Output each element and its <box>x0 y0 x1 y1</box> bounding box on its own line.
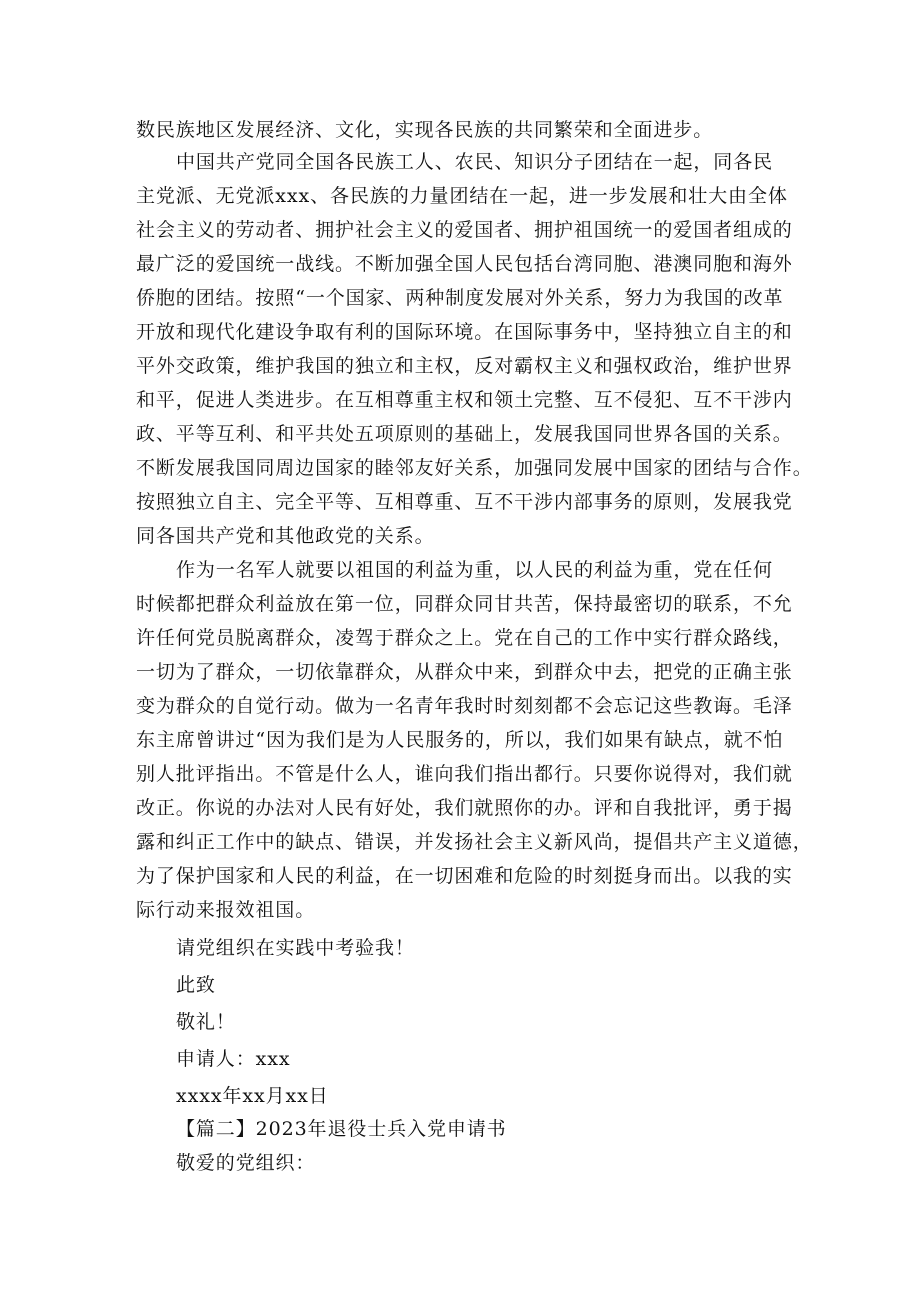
body-text-line: 改正。你说的办法对人民有好处，我们就照你的办。评和自我批评，勇于揭 <box>136 797 793 819</box>
body-text-line: 社会主义的劳动者、拥护社会主义的爱国者、拥护祖国统一的爱国者组成的 <box>136 219 793 241</box>
body-text-line: 许任何党员脱离群众，凌驾于群众之上。党在自己的工作中实行群众路线， <box>136 627 793 649</box>
date-line: xxxx年xx月xx日 <box>176 1085 329 1107</box>
salutation-line: 此致 <box>176 974 216 996</box>
paragraph-start-line: 作为一名军人就要以祖国的利益为重，以人民的利益为重，党在任何 <box>176 559 774 581</box>
body-text-line: 按照独立自主、完全平等、互相尊重、互不干涉内部事务的原则，发展我党 <box>136 491 793 513</box>
body-text-line: 一切为了群众，一切依靠群众，从群众中来，到群众中去，把党的正确主张 <box>136 661 793 683</box>
salutation-line: 敬礼！ <box>176 1011 236 1033</box>
applicant-line: 申请人：xxx <box>176 1048 291 1070</box>
body-text-line: 同各国共产党和其他政党的关系。 <box>136 525 435 547</box>
body-text-line: 最广泛的爱国统一战线。不断加强全国人民包括台湾同胞、港澳同胞和海外 <box>136 253 793 275</box>
body-text-line: 为了保护国家和人民的利益，在一切困难和危险的时刻挺身而出。以我的实 <box>136 865 793 887</box>
body-text-line: 不断发展我国同周边国家的睦邻友好关系，加强同发展中国家的团结与合作。 <box>136 457 813 479</box>
closing-request-line: 请党组织在实践中考验我！ <box>176 937 415 959</box>
body-text-line: 数民族地区发展经济、文化，实现各民族的共同繁荣和全面进步。 <box>136 119 714 141</box>
body-text-line: 露和纠正工作中的缺点、错误，并发扬社会主义新风尚，提倡共产主义道德， <box>136 831 813 853</box>
body-text-line: 时候都把群众利益放在第一位，同群众同甘共苦，保持最密切的联系，不允 <box>136 593 793 615</box>
paragraph-start-line: 中国共产党同全国各民族工人、农民、知识分子团结在一起，同各民 <box>176 151 774 173</box>
section-heading: 【篇二】2023年退役士兵入党申请书 <box>176 1118 507 1140</box>
body-text-line: 变为群众的自觉行动。做为一名青年我时时刻刻都不会忘记这些教诲。毛泽 <box>136 695 793 717</box>
body-text-line: 平外交政策，维护我国的独立和主权，反对霸权主义和强权政治，维护世界 <box>136 355 793 377</box>
body-text-line: 开放和现代化建设争取有利的国际环境。在国际事务中，坚持独立自主的和 <box>136 321 793 343</box>
body-text-line: 际行动来报效祖国。 <box>136 899 316 921</box>
greeting-line: 敬爱的党组织： <box>176 1152 316 1174</box>
body-text-line: 东主席曾讲过“因为我们是为人民服务的，所以，我们如果有缺点，就不怕 <box>136 729 784 751</box>
body-text-line: 主党派、无党派xxx、各民族的力量团结在一起，进一步发展和壮大由全体 <box>136 185 788 207</box>
body-text-line: 和平，促进人类进步。在互相尊重主权和领土完整、互不侵犯、互不干涉内 <box>136 389 793 411</box>
body-text-line: 政、平等互利、和平共处五项原则的基础上，发展我国同世界各国的关系。 <box>136 423 793 445</box>
body-text-line: 侨胞的团结。按照“一个国家、两种制度发展对外关系，努力为我国的改革 <box>136 287 784 309</box>
body-text-line: 别人批评指出。不管是什么人，谁向我们指出都行。只要你说得对，我们就 <box>136 763 793 785</box>
